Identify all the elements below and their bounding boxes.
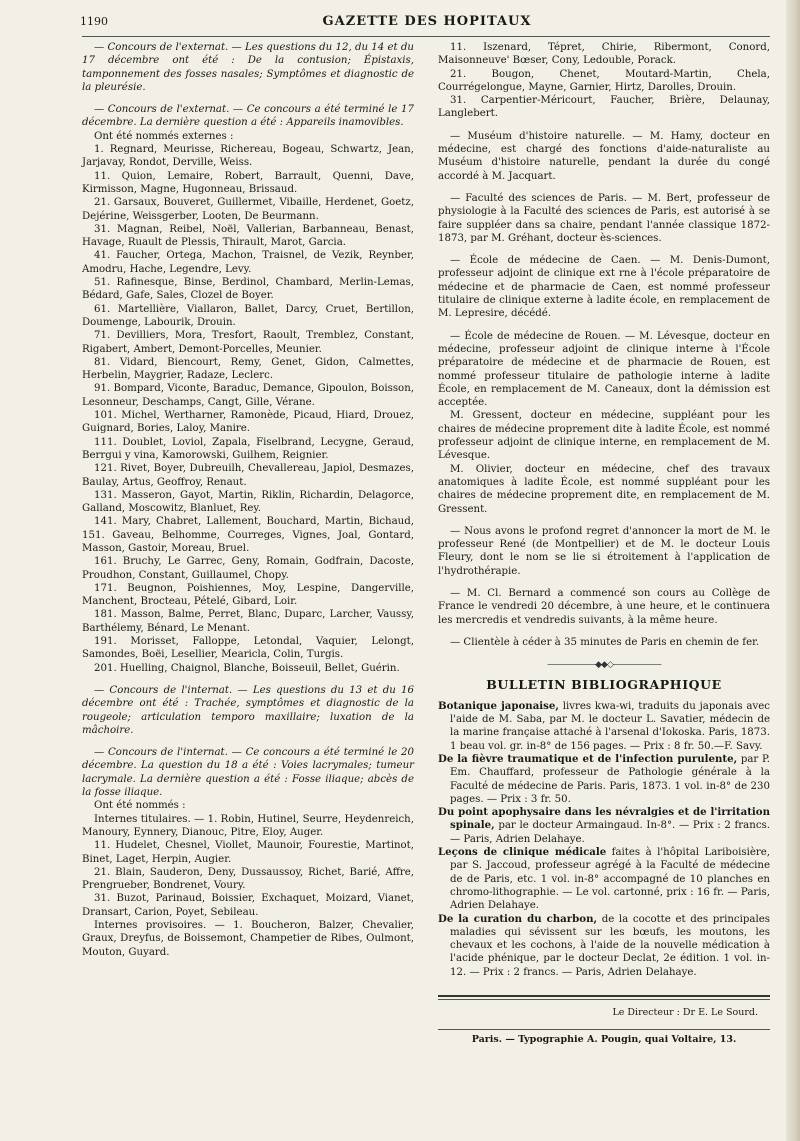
- obituary-notice: — Nous avons le profond regret d'annoncer la mort de M. le professeur René (de Montpellier) et de M. le docteur Louis Fleury, dont le nom se lie si étroitement à l'application de l'hydrothérapie.: [438, 525, 770, 577]
- name-list: 41. Faucher, Ortega, Machon, Traisnel, de Vezik, Reynber, Amodru, Hache, Legendre, Levy.: [82, 250, 414, 275]
- entry-text: faites à l'hôpital Lariboisière, par S. Jaccoud, professeur agrégé à la Faculté de médecine de de Paris, etc. 1 vol. in-8° accompagné de 10 planches en chromo-lithographie. — Le vol. cartonné, prix : 16 fr. — Paris, Adrien Delahaye.: [450, 847, 770, 912]
- olivier-notice: M. Olivier, docteur en médecine, chef des travaux anatomiques à ladite École, est nommé suppléant pour les chaires de médecine proprement dite, en remplacement de M. Gressent.: [438, 463, 770, 515]
- name-list: 71. Devilliers, Mora, Tresfort, Raoult, Tremblez, Constant, Rigabert, Ambert, Demont-Porcelles, Meunier.: [82, 330, 414, 355]
- gressent-notice: M. Gressent, docteur en médecine, suppléant pour les chaires de médecine proprement dite à ladite École, est nommé professeur adjoint de clinique interne, en remplacement de M. Lévesque.: [438, 410, 770, 462]
- externat-result-notice: — Concours de l'externat. — Ce concours a été terminé le 17 décembre. La dernière question a été : Appareils inamovibles.: [82, 104, 414, 129]
- museum-notice: — Muséum d'histoire naturelle. — M. Hamy, docteur en médecine, est chargé des fonctions d'aide-naturaliste au Muséum d'histoire naturelle, pendant la durée du congé accordé à M. Jacquart.: [438, 130, 770, 182]
- name-list: 31. Buzot, Parinaud, Boissier, Exchaquet, Moizard, Vianet, Dransart, Carion, Poyet, Sebileau.: [82, 893, 414, 918]
- name-list: 21. Blain, Sauderon, Deny, Dussaussoy, Richet, Barié, Affre, Prengrueber, Bondrenet, Voury.: [82, 866, 414, 892]
- name-list: 121. Rivet, Boyer, Dubreuilh, Chevallereau, Japiol, Desmazes, Baulay, Artus, Geoffroy, Renaut.: [82, 463, 414, 488]
- internes-provisoires: Internes provisoires. — 1. Boucheron, Balzer, Chevalier, Graux, Dreyfus, de Boissemont, Champetier de Ribes, Oulmont, Mouton, Guyard.: [82, 920, 414, 958]
- entry-title: De la fièvre traumatique et de l'infection purulente,: [438, 752, 738, 765]
- name-list: 11. Iszenard, Tépret, Chirie, Ribermont, Conord, Maisonneuve' Bœser, Cony, Ledouble, Porack.: [438, 42, 770, 67]
- name-list: 181. Masson, Balme, Perret, Blanc, Duparc, Larcher, Vaussy, Barthélemy, Bénard, Le Menant.: [82, 609, 414, 634]
- internes-titulaires: Internes titulaires. — 1. Robin, Hutinel, Seurre, Heydenreich, Manoury, Eynnery, Dianouc, Pitre, Eloy, Auger.: [82, 813, 414, 838]
- name-list: 141. Mary, Chabret, Lallement, Bouchard, Martin, Bichaud, 151. Gaveau, Belhomme, Courreges, Vignes, Joal, Gontard, Masson, Gastoir, Moreau, Bruel.: [82, 516, 414, 554]
- name-list: 201. Huelling, Chaignol, Blanche, Boisseuil, Bellet, Guérin.: [94, 662, 400, 674]
- name-list: 11. Quion, Lemaire, Robert, Barrault, Quenni, Dave, Kirmisson, Magne, Hugonneau, Brissaud.: [82, 170, 414, 195]
- name-list: 171. Beugnon, Poishiennes, Moy, Lespine, Dangerville, Manchent, Brocteau, Pételé, Gibard, Loir.: [82, 582, 414, 608]
- bibliography-entry: [438, 806, 770, 846]
- right-column: [438, 41, 770, 1047]
- name-list: 21. Bougon, Chenet, Moutard-Martin, Chela, Courrégelongue, Mayne, Garnier, Hirtz, Darolles, Drouin.: [438, 68, 770, 93]
- ecole-rouen-notice: — École de médecine de Rouen. — M. Lévesque, docteur en médecine, professeur adjoint de clinique interne à l'École préparatoire de médecine et de pharmacie de Rouen, est nommé professeur titulaire de pathologie interne à ladite École, en remplacement de M. Caneaux, dont la démission est acceptée.: [438, 330, 770, 409]
- bibliography-entry: [438, 700, 770, 753]
- page-number: 1190: [80, 15, 108, 28]
- entry-title: Botanique japonaise,: [438, 699, 559, 712]
- bernard-course-notice: — M. Cl. Bernard a commencé son cours au Collège de France le vendredi 20 décembre, à une heure, et le continuera les mercredis et vendredis suivants, à la même heure.: [438, 587, 770, 626]
- name-list: 191. Morisset, Falloppe, Letondal, Vaquier, Lelongt, Samondes, Boëi, Lesellier, Mearicla, Colin, Turgis.: [82, 636, 414, 661]
- name-list: 161. Bruchy, Le Garrec, Geny, Romain, Godfrain, Dacoste, Proudhon, Constant, Guillaumel, Chopy.: [82, 556, 414, 581]
- entry-title: Du point apophysaire dans les névralgies et de l'irritation spinale,: [438, 806, 770, 832]
- ecole-caen-notice: — École de médecine de Caen. — M. Denis-Dumont, professeur adjoint de clinique ext rne à l'école préparatoire de médecine et de pharmacie de Caen, est nommé professeur titulaire de clinique externe à ladite école, en remplacement de M. Lepresire, décédé.: [438, 255, 770, 320]
- bibliography-entry: [438, 913, 770, 979]
- name-list: 31. Magnan, Reibel, Noël, Vallerian, Barbanneau, Benast, Havage, Ruault de Plessis, Thirault, Marot, Garcia.: [82, 223, 414, 249]
- internes-heading: Ont été nommés :: [94, 800, 186, 812]
- director-line: Le Directeur : Dr E. Le Sourd.: [612, 1007, 758, 1018]
- entry-text: livres kwa-wi, traduits du japonais avec l'aide de M. Saba, par M. le docteur L. Savatier, médecin de la marine française attaché à l'arsenal d'Iokoska. Paris, 1873. 1 beau vol. gr. in-8° de 156 pages. — Prix : 8 fr. 50.—F. Savy.: [450, 700, 770, 752]
- bibliographic-bulletin-title: BULLETIN BIBLIOGRAPHIQUE: [486, 677, 722, 693]
- printer-line: Paris. — Typographie A. Pougin, quai Voltaire, 13.: [438, 1029, 770, 1046]
- footer-rule-thin: [438, 999, 770, 1000]
- internat-result-notice: — Concours de l'internat. — Ce concours a été terminé le 20 décembre. La question du 18 a été : Voies lacrymales; tumeur lacrymale. La dernière question a été : Fosse iliaque; abcès de la fosse iliaque.: [82, 747, 414, 799]
- name-list: 11. Hudelet, Chesnel, Viollet, Maunoir, Fourestie, Martinot, Binet, Laget, Herpin, Augier.: [82, 840, 414, 865]
- internat-questions-notice: — Concours de l'internat. — Les questions du 13 et du 16 décembre ont été : Trachée, symptômes et diagnostic de la rougeole; articulation temporo maxillaire; luxation de la mâchoire.: [82, 684, 414, 736]
- faculte-sciences-notice: — Faculté des sciences de Paris. — M. Bert, professeur de physiologie à la Faculté des sciences de Paris, est autorisé à se faire suppléer dans sa chaire, pendant l'année classique 1872-1873, par M. Gréhant, docteur ès-sciences.: [438, 192, 770, 244]
- bibliography-entry: [438, 753, 770, 806]
- entry-text: par P. Em. Chauffard, professeur de Pathologie générale à la Faculté de médecine de Paris. Paris, 1873. 1 vol. in-8° de 230 pages. — Prix : 3 fr. 50.: [450, 753, 770, 805]
- entry-text: par le docteur Armaingaud. In-8°. — Prix : 2 francs. — Paris, Adrien Delahaye.: [450, 820, 770, 845]
- bibliography-entry: [438, 846, 770, 912]
- entry-title: Leçons de clinique médicale: [438, 846, 607, 859]
- entry-text: de la cocotte et des principales maladies qui sévissent sur les bœufs, les moutons, les chevaux et les cochons, à l'aide de la nouvelle médication à l'acide phénique, par le docteur Declat, 2e édition. 1 vol. in-12. — Prix : 2 francs. — Paris, Adrien Delahaye.: [450, 913, 770, 978]
- name-list: 111. Doublet, Loviol, Zapala, Fiselbrand, Lecygne, Geraud, Berrgui y vina, Kamorowski, Guilhem, Reignier.: [82, 436, 414, 461]
- page-header: [82, 14, 770, 37]
- name-list: 61. Martellière, Viallaron, Ballet, Darcy, Cruet, Bertillon, Doumenge, Labourik, Drouin.: [82, 303, 414, 328]
- name-list: 1. Regnard, Meurisse, Richereau, Bogeau, Schwartz, Jean, Jarjavay, Rondot, Derville, Weiss.: [82, 144, 414, 169]
- name-list: 131. Masseron, Gayot, Martin, Riklin, Richardin, Delagorce, Galland, Moscowitz, Blanluet, Rey.: [82, 489, 414, 515]
- entry-title: De la curation du charbon,: [438, 912, 598, 925]
- externat-questions-notice: — Concours de l'externat. — Les questions du 12, du 14 et du 17 décembre ont été : De la contusion; Épistaxis, tamponnement des fosses nasales; Symptômes et diagnostic de la pleurésie.: [82, 42, 414, 93]
- name-list: 101. Michel, Wertharner, Ramonède, Picaud, Hiard, Drouez, Guignard, Bories, Laloy, Manire.: [82, 410, 414, 435]
- left-column: [82, 41, 414, 1047]
- running-title: GAZETTE DES HOPITAUX: [322, 14, 532, 29]
- ornamental-rule: ——————◆◆◇——————: [547, 660, 661, 671]
- name-list: 21. Garsaux, Bouveret, Guillermet, Vibaille, Herdenet, Goetz, Dejérine, Weissgerber, Looten, De Beurmann.: [82, 197, 414, 222]
- name-list: 81. Vidard, Biencourt, Remy, Genet, Gidon, Calmettes, Herbelin, Maygrier, Radaze, Leclerc.: [82, 356, 414, 382]
- footer-rule: [438, 995, 770, 997]
- name-list: 51. Rafinesque, Binse, Berdinol, Chambard, Merlin-Lemas, Bédard, Gafe, Sales, Clozel de Boyer.: [82, 277, 414, 302]
- name-list: 91. Bompard, Viconte, Baraduc, Demance, Gipoulon, Boisson, Lesonneur, Deschamps, Cangt, Gille, Vérane.: [82, 383, 414, 408]
- clientele-notice: — Clientèle à céder à 35 minutes de Paris en chemin de fer.: [450, 636, 760, 648]
- name-list: 31. Carpentier-Méricourt, Faucher, Brière, Delaunay, Langlebert.: [438, 95, 770, 120]
- page-edge-shadow: [786, 0, 800, 1141]
- externes-heading: Ont été nommés externes :: [94, 130, 234, 142]
